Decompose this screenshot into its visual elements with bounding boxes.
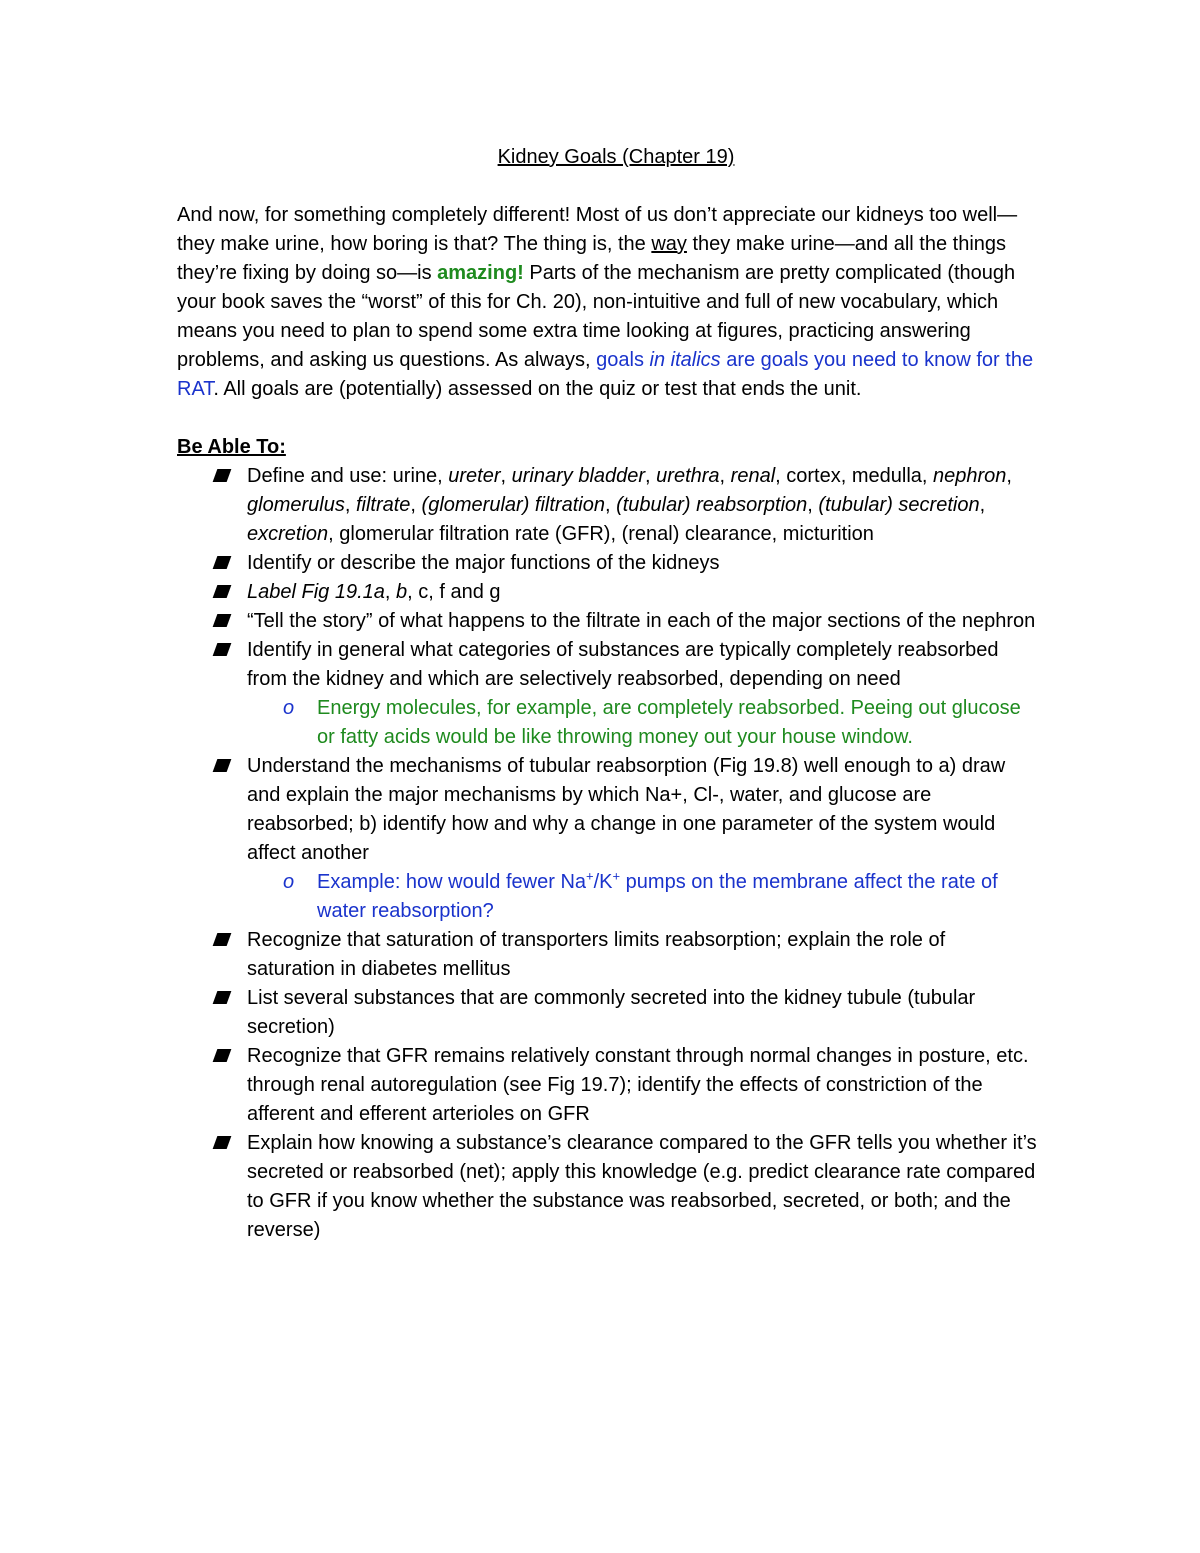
sub-bullet-icon: o xyxy=(283,697,295,719)
list-item: Identify or describe the major functions of the kidneys xyxy=(177,549,1037,578)
intro-text-2: they make urine—and all the things they’re fixing by doing so—is xyxy=(177,233,1007,284)
intro-rat-text: are goals you need to know for the RAT xyxy=(177,349,1034,400)
list-item: Identify in general what categories of substances are typically completely reabsorbed from the kidney and which are selectively reabsorbed, depending on need o Energy molecules, for example, are completely reabsorbed. Peeing out glucose or fatty acids would be like throwing money out your house window. xyxy=(177,636,1037,752)
intro-paragraph xyxy=(177,201,1037,404)
bullet-icon xyxy=(213,469,232,482)
list-item: “Tell the story” of what happens to the filtrate in each of the major sections of the nephron xyxy=(177,607,1037,636)
goals-list xyxy=(177,462,1037,1245)
sub-bullet-icon: o xyxy=(283,871,295,893)
section-heading: Be Able To: xyxy=(177,436,286,458)
bullet-icon xyxy=(213,643,232,656)
bullet-icon xyxy=(213,991,232,1004)
list-item: List several substances that are commonly secreted into the kidney tubule (tubular secretion) xyxy=(177,984,1037,1042)
intro-amazing: amazing! xyxy=(437,262,524,284)
list-item: Explain how knowing a substance’s clearance compared to the GFR tells you whether it’s secreted or reabsorbed (net); apply this knowledge (e.g. predict clearance rate compared to GFR if you know whether the substance was reabsorbed, secreted, or both; and the reverse) xyxy=(177,1129,1037,1245)
list-item: Recognize that GFR remains relatively constant through normal changes in posture, etc. through renal autoregulation (see Fig 19.7); identify the effects of constriction of the afferent and efferent arterioles on GFR xyxy=(177,1042,1037,1129)
bullet-icon xyxy=(213,1136,232,1149)
list-item: Understand the mechanisms of tubular reabsorption (Fig 19.8) well enough to a) draw and explain the major mechanisms by which Na+, Cl-, water, and glucose are reabsorbed; b) identify how and why a change in one parameter of the system would affect another o Example: how would fewer Na+/K+ pumps on the membrane affect the rate of water reabsorption? xyxy=(177,752,1037,926)
intro-rat-italics: in italics xyxy=(649,349,721,371)
document-page xyxy=(177,143,1037,1245)
bullet-icon xyxy=(213,1049,232,1062)
sub-list xyxy=(247,694,1037,752)
bullet-icon xyxy=(213,585,232,598)
bullet-icon xyxy=(213,759,232,772)
bullet-icon xyxy=(213,614,232,627)
page-title: Kidney Goals (Chapter 19) xyxy=(497,146,735,168)
sub-list-item: o Energy molecules, for example, are completely reabsorbed. Peeing out glucose or fatty acids would be like throwing money out your house window. xyxy=(247,694,1037,752)
intro-text-4: . All goals are (potentially) assessed on the quiz or test that ends the unit. xyxy=(213,378,862,400)
list-item: Define and use: urine, ureter, urinary bladder, urethra, renal, cortex, medulla, nephron, glomerulus, filtrate, (glomerular) filtration, (tubular) reabsorption, (tubular) secretion, excretion, glomerular filtration rate (GFR), (renal) clearance, micturition xyxy=(177,462,1037,549)
list-item: Label Fig 19.1a, b, c, f and g xyxy=(177,578,1037,607)
sub-list xyxy=(247,868,1037,926)
sub-list-item: o Example: how would fewer Na+/K+ pumps on the membrane affect the rate of water reabsorption? xyxy=(283,868,998,922)
intro-text-1: And now, for something completely different! Most of us don’t appreciate our kidneys too well—they make urine, how boring is that? The thing is, the xyxy=(177,204,1018,255)
bullet-icon xyxy=(213,556,232,569)
bullet-icon xyxy=(213,933,232,946)
intro-rat-goals: goals xyxy=(596,349,650,371)
intro-text-3: Parts of the mechanism are pretty complicated (though your book saves the “worst” of this for Ch. 20), non-intuitive and full of new vocabulary, which means you need to plan to spend some extra time looking at figures, practicing answering problems, and asking us questions. As always, xyxy=(177,262,1016,371)
intro-underlined-way: way xyxy=(651,233,687,255)
list-item: Recognize that saturation of transporters limits reabsorption; explain the role of saturation in diabetes mellitus xyxy=(177,926,1037,984)
